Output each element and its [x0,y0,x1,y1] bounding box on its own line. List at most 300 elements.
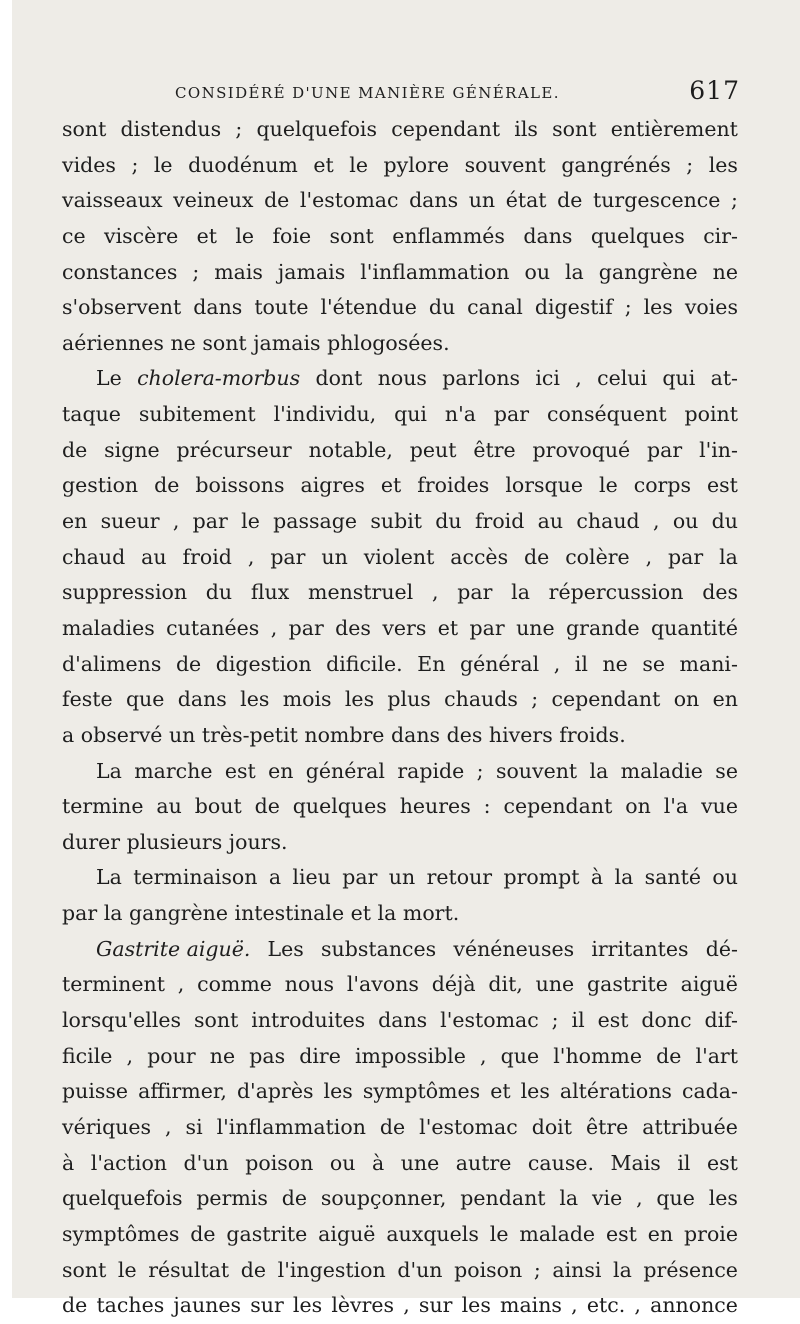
word: quelques [292,794,387,819]
word: , [571,1293,578,1318]
word: d'un [397,1257,443,1282]
word: quelquefois [62,1186,183,1211]
word: enflammés [392,223,505,248]
word: l'avons [346,972,419,997]
word: sont [194,1008,239,1033]
word: pylore [383,152,450,177]
word: ou [329,1150,356,1175]
word: dans [409,188,459,213]
word: et [490,1079,511,1104]
word: foie [272,223,312,248]
word: jours. [228,829,288,854]
word: du [428,295,456,320]
word: l'inflammation [216,1114,366,1139]
word: Les [267,936,304,961]
word: un [388,865,416,890]
word: a [62,722,75,747]
word: se [715,758,738,783]
word: digestif [534,295,613,320]
word: les [240,687,270,712]
word: l'ingestion [277,1257,386,1282]
word: les [344,687,375,712]
word: conséquent [546,402,667,427]
text-line [62,789,738,825]
word: impossible [355,1043,466,1068]
word: ; [131,152,139,177]
word: et [437,615,459,640]
word: une [400,1150,440,1175]
word: la [559,1186,579,1211]
word: menstruel [308,580,414,605]
word: souvent [495,758,578,783]
text-line [62,1181,738,1217]
text-line [62,611,738,647]
word [137,361,300,397]
word: la [614,865,634,890]
text-line [62,1074,738,1110]
word: de [190,1221,216,1246]
word: retour [426,865,493,890]
word: chaud [62,544,126,569]
word: de [154,473,180,498]
word: violent [363,544,435,569]
word: on [625,794,651,819]
word: La [96,865,122,890]
word: de [254,794,280,819]
text-line [62,967,738,1003]
word: plus [387,687,431,712]
word: par [469,615,505,640]
word: dans [193,295,243,320]
word: est [605,1221,637,1246]
word: les [520,1079,550,1104]
word: à [62,1150,75,1175]
page-number: 617 [689,76,740,105]
word: l'inflammation [360,259,510,284]
word: hivers [488,722,553,747]
word: dans [390,722,441,747]
word: corps [633,473,691,498]
word: vaisseaux [62,188,163,213]
word: , [172,509,180,534]
word: subitement [138,402,256,427]
word: ce [62,223,86,248]
word: général [459,651,540,676]
word: gestion [62,473,139,498]
word: on [673,687,700,712]
word: la [511,580,530,605]
word: taque [62,402,121,427]
word: chaud [576,509,640,534]
word: terminaison [133,865,258,890]
word: ou [524,259,551,284]
word: quelques [590,223,685,248]
word: celui [597,366,648,391]
word: , [165,1114,172,1139]
word: et [350,901,371,926]
word: aériennes [62,330,164,355]
word: voies [684,295,738,320]
word: du [205,580,233,605]
word: vue [701,794,738,819]
word: ficile [62,1043,113,1068]
word: par [342,865,378,890]
word: aigres [300,473,365,498]
text-line [62,1003,738,1039]
word: l'étendue [320,295,417,320]
word: est [707,473,738,498]
text-line [62,1110,738,1146]
word: de [379,1114,406,1139]
word: dif- [704,1008,738,1033]
word: par [647,437,683,462]
text-line [62,932,738,968]
word: symptômes [362,1079,481,1104]
word: dans [177,687,227,712]
word: ; [476,758,484,783]
text-line [62,148,738,184]
word: at- [710,366,738,391]
word: ; [531,687,539,712]
word: Mais [610,1150,661,1175]
word: état [505,188,547,213]
word: subit [370,509,422,534]
word: un [321,544,348,569]
text-line [62,361,738,397]
word: ; [235,117,243,141]
word: les [292,1293,323,1318]
word: rapide [397,758,465,783]
word: intestinale [234,901,345,926]
word: accès [450,544,509,569]
word: pour [147,1043,196,1068]
word: froid [474,509,525,534]
text-line [62,860,738,896]
word: poison [245,1150,314,1175]
word: le [489,1221,509,1246]
word: en [712,687,738,712]
word: dé- [705,936,738,961]
word: l'a [663,794,689,819]
word: les [461,1293,491,1318]
word: des [335,615,371,640]
word: cada- [681,1079,738,1104]
text-line [62,647,738,683]
word: a [268,865,282,890]
word: dans [378,1008,428,1033]
word: mois [282,687,332,712]
word: sont [62,1257,107,1282]
word: dit, [488,972,523,997]
text-line [62,1146,738,1182]
word: l'estomac [419,1114,518,1139]
word: ; [551,1008,559,1033]
word: le [117,1257,137,1282]
word: précurseur [176,437,292,462]
word: affirmer, [138,1079,227,1104]
word: vériques [62,1114,152,1139]
word: si [185,1114,203,1139]
text-line [62,1217,738,1253]
word: du [435,509,462,534]
word: les [323,1079,353,1104]
word: vie [591,1186,623,1211]
word: peut [409,437,457,462]
word: notable, [308,437,393,462]
word: l'homme [553,1043,642,1068]
word: d'alimens [62,651,162,676]
word: du [711,509,738,534]
running-head [60,76,740,110]
word: aiguë [680,972,738,997]
word: entièrement [610,117,738,141]
word: d'un [183,1150,229,1175]
word: dire [299,1043,341,1068]
text-line [62,468,738,504]
word: digestion [215,651,312,676]
word: distendus [120,117,222,141]
word: malade [519,1221,596,1246]
word: , [652,509,660,534]
word: taches [96,1293,165,1318]
word: souvent [464,152,546,177]
word: ; [624,295,632,320]
word: de [524,544,550,569]
word: il [574,651,588,676]
text-line [62,504,738,540]
word: froids. [559,722,626,747]
word: sont [552,117,597,141]
word: donc [641,1008,692,1033]
word: prompt [503,865,580,890]
word: un [168,722,196,747]
word: l'in- [699,437,738,462]
word: ; [192,259,200,284]
word: permis [196,1186,268,1211]
word: la [565,259,584,284]
word: symptômes [62,1221,180,1246]
word: nous [284,972,335,997]
word: , [270,615,278,640]
text-line [62,290,738,326]
word: l'estomac [440,1008,539,1033]
word: à [590,865,604,890]
word: présence [643,1257,738,1282]
word: que [125,687,165,712]
word: boissons [195,473,285,498]
word: annonce [650,1293,738,1318]
word: l'art [695,1043,738,1068]
word: ne [602,651,628,676]
word: , [634,1293,641,1318]
word: est [597,1008,629,1033]
word: très-petit [201,722,298,747]
word: plusieurs [126,829,223,854]
word: ; [533,1257,541,1282]
word: cutanées [166,615,260,640]
word: parlons [442,366,521,391]
word: de [240,1257,267,1282]
word: pendant [460,1186,546,1211]
word: provoqué [532,437,631,462]
word: mais [214,259,263,284]
word: se [642,651,665,676]
word: constances [62,259,178,284]
word: mani- [679,651,738,676]
word: quantité [651,615,738,640]
word: gangrénés [561,152,671,177]
word [96,932,250,968]
word: une [516,615,555,640]
word: sur [418,1293,453,1318]
word: par [192,509,228,534]
word: , [247,544,255,569]
word: par [493,402,530,427]
body-text [62,112,738,1324]
word: nous [377,366,427,391]
word: dans [523,223,573,248]
word: introduites [251,1008,366,1033]
text-line [62,397,738,433]
word: , [177,972,185,997]
word: flux [250,580,290,605]
scan-margin [0,0,12,1298]
word: pas [249,1043,286,1068]
word: cependant [503,794,613,819]
word: terminent [62,972,165,997]
word: la [719,544,738,569]
word: il [571,1008,585,1033]
word: marche [134,758,213,783]
word: cause. [527,1150,594,1175]
text-line [62,718,738,754]
word: sont [202,330,247,355]
word: sur [250,1293,284,1318]
word: observé [80,722,163,747]
word: passage [273,509,358,534]
word: cir- [703,223,738,248]
word: viscère [104,223,179,248]
word: de [62,437,88,462]
word: de [281,1186,307,1211]
word: poison [454,1257,523,1282]
word: jamais [253,330,321,355]
word: au [537,509,564,534]
word: cependant [551,687,661,712]
word: Le [96,366,122,391]
word: ainsi [552,1257,602,1282]
word: chauds [444,687,518,712]
word: feste [62,687,113,712]
word: répercussion [548,580,684,605]
text-line [62,1039,738,1075]
word: : [483,794,491,819]
word: les [708,1186,738,1211]
word: l'action [90,1150,167,1175]
word: proie [684,1221,738,1246]
word: la [613,1257,632,1282]
word: la [103,901,123,926]
text-line [62,112,738,148]
italic-term: Gastrite aiguë. [96,936,251,961]
word: de [62,1293,88,1318]
word: La [96,758,122,783]
text-line [62,575,738,611]
word: gangrène [598,259,698,284]
text-line [62,433,738,469]
word: qui [394,402,427,427]
word: des [446,722,483,747]
word: maladie [620,758,703,783]
word: au [141,544,167,569]
word: et [196,223,217,248]
word: une [535,972,575,997]
word: et [313,152,334,177]
word: froid [182,544,232,569]
text-line [62,754,738,790]
word: ne [712,259,738,284]
text-line [62,219,738,255]
word: que [500,1043,540,1068]
word: lèvres [331,1293,395,1318]
word: lieu [292,865,331,890]
word: par [270,544,306,569]
word: déjà [431,972,476,997]
text-line [62,1253,738,1289]
word: ils [514,117,538,141]
word: le [241,509,260,534]
word: la [589,758,609,783]
word: phlogosées. [327,330,450,355]
word: sont [329,223,374,248]
text-line [62,825,738,861]
word: est [224,758,256,783]
word: il [677,1150,691,1175]
word: canal [467,295,523,320]
word: froides [417,473,490,498]
word: un [468,188,496,213]
word: comme [197,972,272,997]
word: les [643,295,673,320]
word: suppression [62,580,188,605]
word: signe [104,437,160,462]
word: est [707,1150,738,1175]
word: lorsque [505,473,584,498]
word: , [126,1043,134,1068]
word: d'après [236,1079,314,1104]
word: ; [686,152,694,177]
word: etc. [586,1293,626,1318]
word: mains [500,1293,562,1318]
word: et [380,473,402,498]
word: vides [62,152,116,177]
word: duodénum [188,152,298,177]
word: autre [455,1150,512,1175]
word: doit [531,1114,572,1139]
text-line [62,896,738,932]
word: dificile. [326,651,403,676]
word: termine [62,794,144,819]
word: bout [194,794,242,819]
word: par [668,544,704,569]
word: général [305,758,385,783]
word: l'estomac [299,188,399,213]
word: n'a [444,402,476,427]
word: colère [565,544,630,569]
word: , [645,544,653,569]
word: de [656,1043,682,1068]
word: santé [644,865,701,890]
